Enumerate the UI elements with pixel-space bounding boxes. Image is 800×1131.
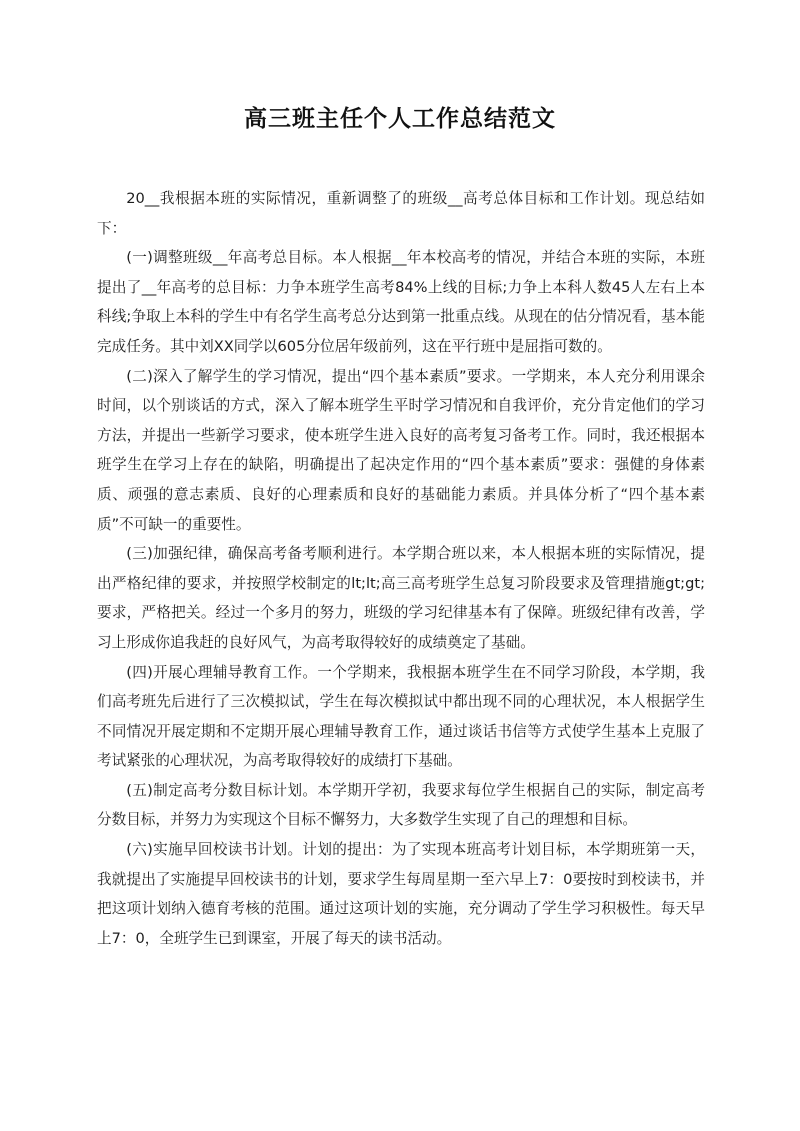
document-title: 高三班主任个人工作总结范文 bbox=[244, 106, 556, 132]
intro-paragraph: 20__我根据本班的实际情况，重新调整了的班级__高考总体目标和工作计划。现总结如下： bbox=[97, 190, 705, 237]
section-4-paragraph: (四)开展心理辅导教育工作。一个学期来，我根据本班学生在不同学习阶段，本学期，我们高考班先后进行了三次模拟试，学生在每次模拟试中都出现不同的心理状况，本人根据学生不同情况开展定期和不定期开展心理辅导教育工作，通过谈话书信等方式使学生基本上克服了考试紧张的心理状况，为高考取得较好的成绩打下基础。 bbox=[97, 663, 705, 770]
section-3-paragraph: (三)加强纪律，确保高考备考顺利进行。本学期合班以来，本人根据本班的实际情况，提出严格纪律的要求，并按照学校制定的lt;lt;高三高考班学生总复习阶段要求及管理措施gt;gt;要求，严格把关。经过一个多月的努力，班级的学习纪律基本有了保障。班级纪律有改善，学习上形成你追我赶的良好风气，为高考取得较好的成绩奠定了基础。 bbox=[97, 545, 705, 651]
section-1-paragraph: (一)调整班级__年高考总目标。本人根据__年本校高考的情况，并结合本班的实际，本班提出了__年高考的总目标：力争本班学生高考84%上线的目标;力争上本科人数45人左右上本科线;争取上本科的学生中有名学生高考总分达到第一批重点线。从现在的估分情况看，基本能完成任务。其中刘XX同学以605分位居年级前列，这在平行班中是屈指可数的。 bbox=[97, 249, 705, 355]
section-6-paragraph: (六)实施早回校读书计划。计划的提出：为了实现本班高考计划目标，本学期班第一天，我就提出了实施提早回校读书的计划，要求学生每周星期一至六早上7：0要按时到校读书，并把这项计划纳入德育考核的范围。通过这项计划的实施，充分调动了学生学习积极性。每天早上7：0，全班学生已到课室，开展了每天的读书活动。 bbox=[97, 841, 705, 947]
section-5-paragraph: (五)制定高考分数目标计划。本学期开学初，我要求每位学生根据自己的实际，制定高考分数目标，并努力为实现这个目标不懈努力，大多数学生实现了自己的理想和目标。 bbox=[97, 781, 705, 829]
section-2-paragraph: (二)深入了解学生的学习情况，提出“四个基本素质”要求。一学期来，本人充分利用课余时间，以个别谈话的方式，深入了解本班学生平时学习情况和自我评价，充分肯定他们的学习方法，并提出一些新学习要求，使本班学生进入良好的高考复习备考工作。同时，我还根据本班学生在学习上存在的缺陷，明确提出了起决定作用的“四个基本素质”要求：强健的身体素质、顽强的意志素质、良好的心理素质和良好的基础能力素质。并具体分析了“四个基本素质”不可缺一的重要性。 bbox=[97, 367, 705, 533]
document-body bbox=[97, 184, 705, 953]
